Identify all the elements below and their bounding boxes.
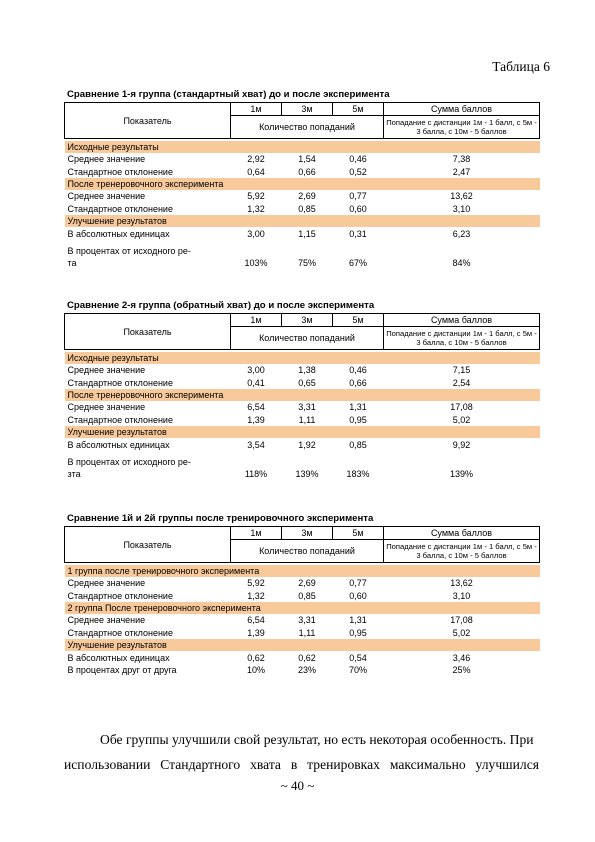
table-row	[65, 651, 540, 664]
cell-value: 118%	[244, 468, 268, 479]
comparison-table	[64, 102, 540, 269]
cell-value: 3,00	[247, 228, 265, 239]
column-header: 1м	[231, 103, 282, 116]
table-title: Сравнение 2-я группа (обратный хват) до и после эксперимента	[67, 300, 375, 311]
cell-value: 1,54	[298, 154, 316, 165]
cell-value: 3,54	[247, 439, 265, 450]
column-header: 5м	[333, 314, 384, 327]
cell-value: 3,31	[298, 615, 316, 626]
section-label: После тренеровочного эксперимента	[65, 389, 540, 401]
cell-value: 0,46	[349, 154, 367, 165]
table-row	[65, 377, 540, 390]
cell-value: 0,31	[349, 228, 367, 239]
cell-value: 6,23	[452, 228, 471, 239]
indicator-header: Показатель	[65, 527, 231, 563]
row-label: В процентах от исходного ре- зта	[67, 456, 191, 479]
hits-count-header: Количество попаданий	[231, 327, 384, 350]
cell-value: 0,95	[349, 415, 367, 426]
row-label: Стандартное отклонение	[67, 415, 173, 426]
cell-value: 17,08	[450, 615, 473, 626]
cell-value: 0,66	[298, 166, 316, 177]
row-label: В абсолютных единицах	[67, 228, 170, 239]
cell-value: 1,39	[247, 628, 265, 639]
cell-value: 2,92	[247, 154, 265, 165]
cell-value: 0,62	[298, 652, 316, 663]
row-label: Среднее значение	[67, 154, 146, 165]
table-title: Сравнение 1й и 2й группы после тренировочного эксперимента	[67, 513, 374, 524]
cell-value: 3,00	[247, 365, 265, 376]
score-rule-note: Попадание с дистанции 1м - 1 балл, с 5м - 3 балла, с 10м - 5 баллов	[384, 540, 540, 563]
table-row	[65, 227, 540, 240]
cell-value: 0,46	[349, 365, 367, 376]
cell-value: 0,95	[349, 628, 367, 639]
indicator-header: Показатель	[65, 103, 231, 139]
cell-value: 5,92	[247, 191, 265, 202]
cell-value: 17,08	[450, 402, 473, 413]
cell-value: 1,38	[298, 365, 316, 376]
column-header: 3м	[282, 103, 333, 116]
section-row	[65, 426, 540, 438]
cell-value: 70%	[348, 665, 367, 676]
cell-value: 5,92	[247, 578, 265, 589]
row-label: Среднее значение	[67, 578, 146, 589]
cell-value: 1,39	[247, 415, 265, 426]
comparison-block-2	[64, 300, 539, 480]
cell-value: 7,15	[452, 365, 471, 376]
cell-value: 6,54	[247, 615, 265, 626]
body-paragraph-line-1: Обе группы улучшили свой результат, но есть некоторая особенность. При	[100, 732, 534, 747]
cell-value: 0,85	[349, 439, 367, 450]
cell-value: 1,32	[247, 204, 265, 215]
table-row	[65, 153, 540, 166]
column-header: 1м	[231, 527, 282, 540]
cell-value: 0,85	[298, 590, 316, 601]
cell-value: 6,54	[247, 402, 265, 413]
cell-value: 139%	[295, 468, 319, 479]
row-label: В абсолютных единицах	[67, 439, 170, 450]
cell-value: 23%	[297, 665, 316, 676]
cell-value: 84%	[452, 257, 471, 268]
column-header: Сумма баллов	[384, 314, 540, 327]
section-row	[65, 602, 540, 614]
row-label: В процентах от исходного ре- та	[67, 245, 191, 268]
row-label: Среднее значение	[67, 615, 146, 626]
cell-value: 3,10	[452, 204, 471, 215]
column-header: 3м	[282, 314, 333, 327]
cell-value: 0,66	[349, 377, 367, 388]
cell-value: 1,31	[349, 402, 367, 413]
cell-value: 1,15	[298, 228, 316, 239]
table-row	[65, 203, 540, 216]
column-header: Сумма баллов	[384, 527, 540, 540]
row-label: Среднее значение	[67, 402, 146, 413]
score-rule-note: Попадание с дистанции 1м - 1 балл, с 5м - 3 балла, с 10м - 5 баллов	[384, 116, 540, 139]
cell-value: 3,31	[298, 402, 316, 413]
row-label: В процентах друг от друга	[67, 665, 177, 676]
cell-value: 3,46	[452, 652, 471, 663]
section-row	[65, 215, 540, 227]
table-row	[65, 577, 540, 590]
cell-value: 5,02	[452, 628, 471, 639]
cell-value: 13,62	[450, 578, 473, 589]
cell-value: 0,41	[247, 377, 265, 388]
cell-value: 1,11	[298, 628, 316, 639]
cell-value: 5,02	[452, 415, 471, 426]
section-row	[65, 141, 540, 153]
row-label: Стандартное отклонение	[67, 628, 173, 639]
table-row	[65, 627, 540, 640]
cell-value: 7,38	[452, 154, 471, 165]
body-paragraph-line-2: использовании Стандартного хвата в тренировках максимально улучшился	[64, 757, 539, 772]
cell-value: 10%	[246, 665, 265, 676]
column-header: 1м	[231, 314, 282, 327]
row-label: Среднее значение	[67, 365, 146, 376]
table-row	[65, 401, 540, 414]
cell-value: 25%	[452, 665, 471, 676]
cell-value: 67%	[348, 257, 367, 268]
cell-value: 9,92	[452, 439, 471, 450]
column-header: 5м	[333, 527, 384, 540]
cell-value: 0,60	[349, 590, 367, 601]
cell-value: 0,60	[349, 204, 367, 215]
section-label: Исходные результаты	[65, 141, 540, 153]
section-label: После тренеровочного эксперимента	[65, 178, 540, 190]
table-title: Сравнение 1-я группа (стандартный хват) до и после эксперимента	[67, 89, 390, 100]
cell-value: 0,85	[298, 204, 316, 215]
cell-value: 2,69	[298, 578, 316, 589]
row-label: Стандартное отклонение	[67, 166, 173, 177]
cell-value: 0,62	[247, 652, 265, 663]
cell-value: 75%	[297, 257, 316, 268]
section-row	[65, 639, 540, 651]
cell-value: 13,62	[450, 191, 473, 202]
section-row	[65, 565, 540, 577]
cell-value: 2,54	[452, 377, 471, 388]
section-label: 1 группа после тренировочного эксперимента	[65, 565, 540, 577]
section-label: Улучшение результатов	[65, 426, 540, 438]
cell-value: 3,10	[452, 590, 471, 601]
cell-value: 183%	[346, 468, 370, 479]
comparison-block-3	[64, 513, 539, 677]
section-row	[65, 352, 540, 364]
table-number-label: Таблица 6	[492, 59, 550, 74]
row-label: Стандартное отклонение	[67, 204, 173, 215]
cell-value: 0,65	[298, 377, 316, 388]
page-number: ~ 40 ~	[280, 778, 315, 793]
section-label: 2 группа После тренеровочного эксперимента	[65, 602, 540, 614]
table-row	[65, 414, 540, 427]
cell-value: 2,47	[452, 166, 471, 177]
hits-count-header: Количество попаданий	[231, 540, 384, 563]
cell-value: 1,32	[247, 590, 265, 601]
cell-value: 0,64	[247, 166, 265, 177]
table-row	[65, 451, 540, 480]
table-row	[65, 614, 540, 627]
cell-value: 1,11	[298, 415, 316, 426]
row-label: Стандартное отклонение	[67, 377, 173, 388]
section-row	[65, 178, 540, 190]
cell-value: 103%	[244, 257, 268, 268]
table-row	[65, 190, 540, 203]
section-label: Улучшение результатов	[65, 639, 540, 651]
indicator-header: Показатель	[65, 314, 231, 350]
table-row	[65, 438, 540, 451]
table-row	[65, 590, 540, 603]
section-label: Улучшение результатов	[65, 215, 540, 227]
column-header: Сумма баллов	[384, 103, 540, 116]
cell-value: 2,69	[298, 191, 316, 202]
table-row	[65, 166, 540, 179]
row-label: Стандартное отклонение	[67, 590, 173, 601]
column-header: 3м	[282, 527, 333, 540]
row-label: Среднее значение	[67, 191, 146, 202]
cell-value: 0,52	[349, 166, 367, 177]
hits-count-header: Количество попаданий	[231, 116, 384, 139]
comparison-table	[64, 526, 540, 677]
table-row	[65, 364, 540, 377]
cell-value: 1,31	[349, 615, 367, 626]
cell-value: 0,54	[349, 652, 367, 663]
cell-value: 0,77	[349, 578, 367, 589]
column-header: 5м	[333, 103, 384, 116]
row-label: В абсолютных единицах	[67, 652, 170, 663]
comparison-block-1	[64, 89, 539, 269]
cell-value: 0,77	[349, 191, 367, 202]
cell-value: 139%	[449, 468, 474, 479]
table-row	[65, 240, 540, 269]
comparison-table	[64, 313, 540, 480]
section-row	[65, 389, 540, 401]
cell-value: 1,92	[298, 439, 316, 450]
section-label: Исходные результаты	[65, 352, 540, 364]
table-row	[65, 664, 540, 677]
score-rule-note: Попадание с дистанции 1м - 1 балл, с 5м - 3 балла, с 10м - 5 баллов	[384, 327, 540, 350]
